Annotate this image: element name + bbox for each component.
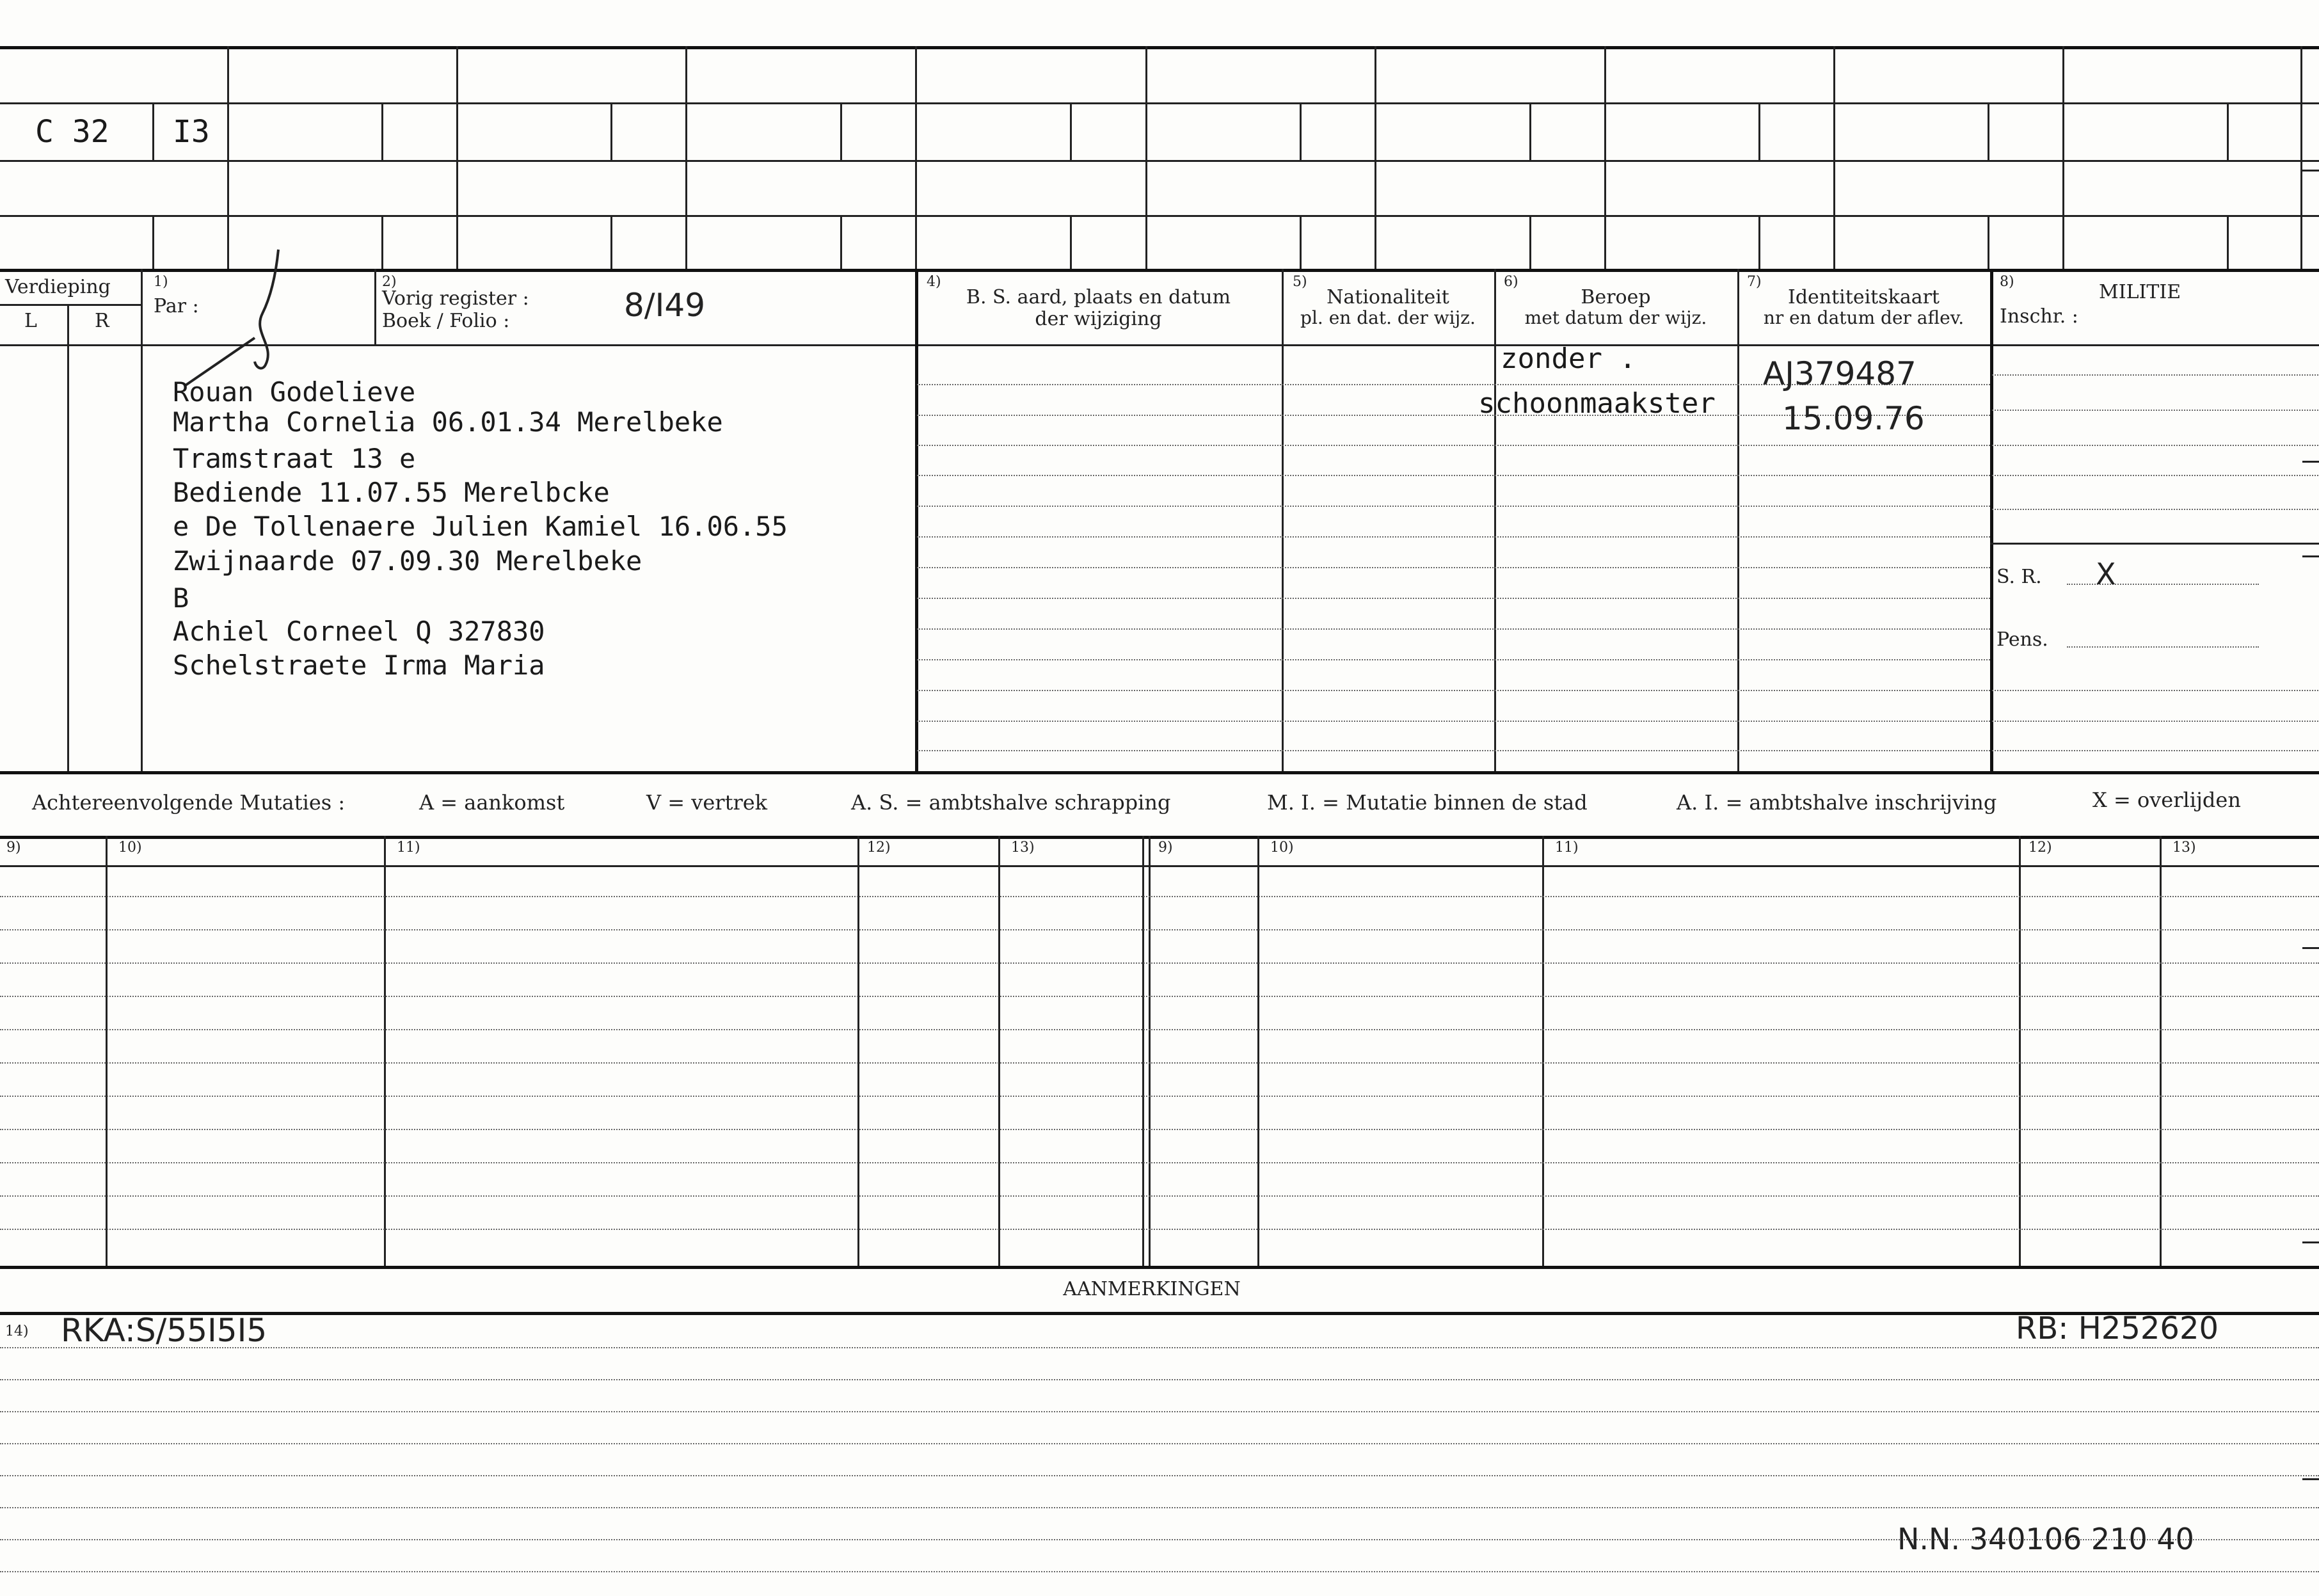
beroep-line1: zonder . xyxy=(1501,342,1636,375)
sr-value: X xyxy=(2096,557,2116,591)
boek-folio-label: Boek / Folio : xyxy=(382,310,510,332)
legend-as: A. S. = ambtshalve schrapping xyxy=(851,790,1171,815)
n6-label: 6) xyxy=(1504,274,1518,290)
n1-label: 1) xyxy=(154,274,168,290)
bs-header-line2: der wijziging xyxy=(1035,308,1162,330)
handwritten-mark-icon xyxy=(179,243,384,397)
rka-value: RKA:S/55I5I5 xyxy=(61,1312,267,1349)
sr-label: S. R. xyxy=(1996,566,2042,588)
beroep-line2: schoonmaakster xyxy=(1478,387,1716,420)
l-label: L xyxy=(24,310,37,332)
nat-header-line2: pl. en dat. der wijz. xyxy=(1300,307,1476,328)
n2-label: 2) xyxy=(382,274,397,290)
n4-label: 4) xyxy=(927,274,941,290)
id-header-line1: Identiteitskaart xyxy=(1788,286,1940,308)
id-card-date: 15.09.76 xyxy=(1782,400,1925,437)
militie-label: MILITIE xyxy=(2099,281,2181,303)
id-header-line2: nr en datum der aflev. xyxy=(1763,307,1964,328)
verdieping-label: Verdieping xyxy=(5,276,111,298)
person-line: Rouan Godelieve xyxy=(173,376,416,408)
vorig-register-value: 8/I49 xyxy=(624,287,706,324)
n8-label: 8) xyxy=(2000,274,2014,290)
legend-a: A = aankomst xyxy=(419,790,565,815)
person-line: Schelstraete Irma Maria xyxy=(173,650,545,681)
vorig-register-label: Vorig register : xyxy=(382,287,529,310)
mut-col-num: 13) xyxy=(1011,840,1035,856)
mut-col-num: 11) xyxy=(397,840,420,856)
mut-col-num: 10) xyxy=(118,840,142,856)
mut-col-num: 10) xyxy=(1270,840,1294,856)
person-line: e De Tollenaere Julien Kamiel 16.06.55 xyxy=(173,511,788,542)
beroep-header-line1: Beroep xyxy=(1581,286,1651,308)
legend-v: V = vertrek xyxy=(646,790,768,815)
person-line: Tramstraat 13 e xyxy=(173,443,416,474)
n7-label: 7) xyxy=(1747,274,1762,290)
aanmerkingen-title: AANMERKINGEN xyxy=(1063,1278,1241,1300)
mut-col-num: 12) xyxy=(867,840,891,856)
nat-header-line1: Nationaliteit xyxy=(1327,286,1449,308)
nn-value: N.N. 340106 210 40 xyxy=(1897,1522,2194,1556)
pens-label: Pens. xyxy=(1996,628,2048,651)
person-line: B xyxy=(173,582,189,614)
r-label: R xyxy=(95,310,109,332)
inschr-label: Inschr. : xyxy=(2000,305,2078,328)
bs-header-line1: B. S. aard, plaats en datum xyxy=(966,286,1231,308)
n14-label: 14) xyxy=(5,1323,29,1339)
n5-label: 5) xyxy=(1293,274,1307,290)
beroep-header-line2: met datum der wijz. xyxy=(1524,307,1707,328)
legend-ai: A. I. = ambtshalve inschrijving xyxy=(1677,790,1997,815)
mut-col-num: 9) xyxy=(6,840,21,856)
legend-mi: M. I. = Mutatie binnen de stad xyxy=(1267,790,1588,815)
code-2: I3 xyxy=(173,114,210,150)
mut-col-num: 13) xyxy=(2172,840,2196,856)
mut-col-num: 12) xyxy=(2028,840,2052,856)
person-line: Achiel Corneel Q 327830 xyxy=(173,616,545,647)
mut-col-num: 11) xyxy=(1555,840,1579,856)
mut-col-num: 9) xyxy=(1158,840,1173,856)
mutaties-title: Achtereenvolgende Mutaties : xyxy=(32,790,346,815)
person-line: Martha Cornelia 06.01.34 Merelbeke xyxy=(173,406,723,438)
code-1: C 32 xyxy=(35,114,109,150)
id-card-number: AJ379487 xyxy=(1763,355,1917,392)
person-line: Zwijnaarde 07.09.30 Merelbeke xyxy=(173,545,642,577)
legend-x: X = overlijden xyxy=(2092,788,2241,812)
rb-value: RB: H252620 xyxy=(2016,1311,2219,1346)
par-label: Par : xyxy=(154,295,199,317)
person-line: Bediende 11.07.55 Merelbcke xyxy=(173,477,610,508)
